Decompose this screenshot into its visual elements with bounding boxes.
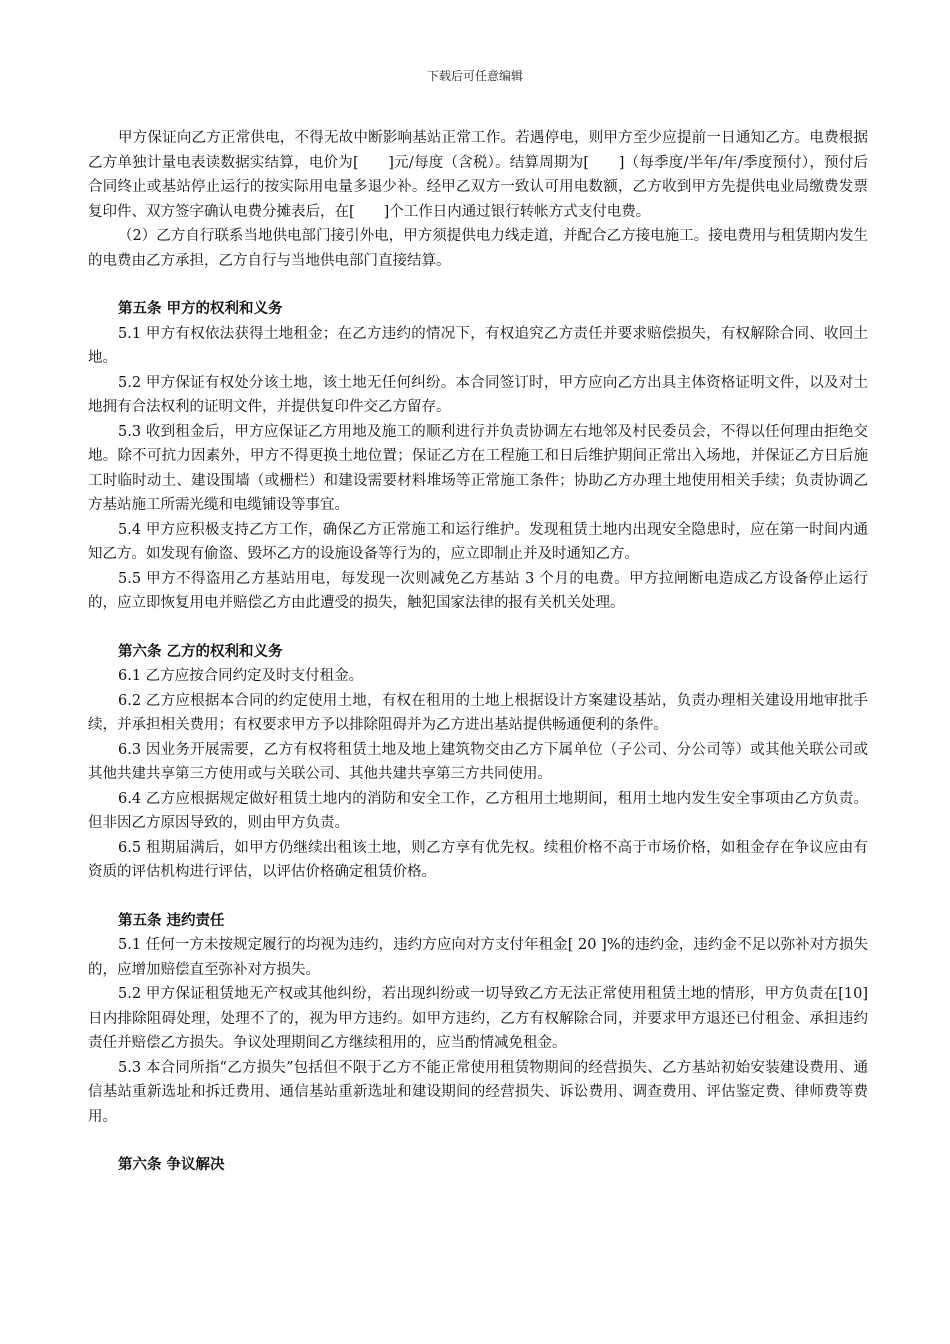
section-title: 第五条 甲方的权利和义务	[118, 300, 283, 317]
section-title: 第五条 违约责任	[118, 911, 225, 929]
clause-paragraph: 6.4 乙方应根据规定做好租赁土地内的消防和安全工作，乙方租用土地期间，租用土地内发生安全事项由乙方负责。但非因乙方原因导致的，则由甲方负责。	[88, 790, 868, 831]
clause-paragraph: 5.3 本合同所指“乙方损失”包括但不限于乙方不能正常使用租赁物期间的经营损失、乙方基站初始安装建设费用、通信基站重新选址和拆迁费用、通信基站重新选址和建设期间的经营损失、诉讼费用、调查费用、评估鉴定费、律师费等费用。	[88, 1059, 868, 1125]
clause-paragraph: 5.4 甲方应积极支持乙方工作，确保乙方正常施工和运行维护。发现租赁土地内出现安全隐患时，应在第一时间内通知乙方。如发现有偷盗、毁坏乙方的设施设备等行为的，应立即制止并及时通知乙方。	[88, 521, 868, 562]
clause-paragraph: 6.3 因业务开展需要，乙方有权将租赁土地及地上建筑物交由乙方下属单位（子公司、分公司等）或其他关联公司或其他共建共享第三方使用或与关联公司、其他共建共享第三方共同使用。	[88, 741, 868, 782]
clause-paragraph: 5.1 任何一方未按规定履行的均视为违约，违约方应向对方支付年租金[ 20 ]%的违约金，违约金不足以弥补对方损失的，应增加赔偿直至弥补对方损失。	[88, 937, 868, 978]
document-body	[88, 126, 868, 1178]
section-title: 第六条 乙方的权利和义务	[118, 642, 283, 660]
clause-paragraph: 5.2 甲方保证有权处分该土地，该土地无任何纠纷。本合同签订时，甲方应向乙方出具主体资格证明文件，以及对土地拥有合法权利的证明文件，并提供复印件交乙方留存。	[88, 374, 868, 415]
clause-paragraph: 5.3 收到租金后，甲方应保证乙方用地及施工的顺利进行并负责协调左右地邻及村民委员会，不得以任何理由拒绝交地。除不可抗力因素外，甲方不得更换土地位置；保证乙方在工程施工和日后维护期间正常出入场地，并保证乙方日后施工时临时动土、建设围墙（或栅栏）和建设需要材料堆场等正常施工条件；协助乙方办理土地使用相关手续；负责协调乙方基站施工所需光缆和电缆铺设等事宜。	[88, 423, 868, 513]
paragraph: 甲方保证向乙方正常供电，不得无故中断影响基站正常工作。若遇停电，则甲方至少应提前一日通知乙方。电费根据乙方单独计量电表读数据实结算，电价为[ ]元/每度（含税）。结算周期为[ ]（每季度/半年/年/季度预付），预付后合同终止或基站停止运行的按实际用电量多退少补。经甲乙双方一致认可用电数额，乙方收到甲方先提供电业局缴费发票复印件、双方签字确认电费分摊表后，在[ ]个工作日内通过银行转帐方式支付电费。	[88, 130, 868, 220]
clause-paragraph: 6.5 租期届满后，如甲方仍继续出租该土地，则乙方享有优先权。续租价格不高于市场价格，如租金存在争议应由有资质的评估机构进行评估，以评估价格确定租赁价格。	[88, 839, 868, 880]
page-header: 下载后可任意编辑	[426, 69, 523, 83]
section-title: 第六条 争议解决	[118, 1156, 225, 1173]
paragraph: （2）乙方自行联系当地供电部门接引外电，甲方须提供电力线走道，并配合乙方接电施工。接电费用与租赁期内发生的电费由乙方承担，乙方自行与当地供电部门直接结算。	[88, 228, 868, 269]
clause-paragraph: 6.2 乙方应根据本合同的约定使用土地，有权在租用的土地上根据设计方案建设基站，负责办理相关建设用地审批手续，并承担相关费用；有权要求甲方予以排除阻碍并为乙方进出基站提供畅通便利的条件。	[88, 692, 868, 733]
clause-paragraph: 5.1 甲方有权依法获得土地租金；在乙方违约的情况下，有权追究乙方责任并要求赔偿损失，有权解除合同、收回土地。	[88, 325, 868, 366]
clause-paragraph: 6.1 乙方应按合同约定及时支付租金。	[118, 668, 364, 684]
clause-paragraph: 5.2 甲方保证租赁地无产权或其他纠纷，若出现纠纷或一切导致乙方无法正常使用租赁土地的情形，甲方负责在[10]日内排除阻碍处理，处理不了的，视为甲方违约。如甲方违约，乙方有权解除合同，并要求甲方退还已付租金、承担违约责任并赔偿乙方损失。争议处理期间乙方继续租用的，应当酌情减免租金。	[88, 986, 868, 1051]
clause-paragraph: 5.5 甲方不得盗用乙方基站用电，每发现一次则减免乙方基站 3 个月的电费。甲方拉闸断电造成乙方设备停止运行的，应立即恢复用电并赔偿乙方由此遭受的损失，触犯国家法律的报有关机关处理。	[88, 570, 868, 611]
